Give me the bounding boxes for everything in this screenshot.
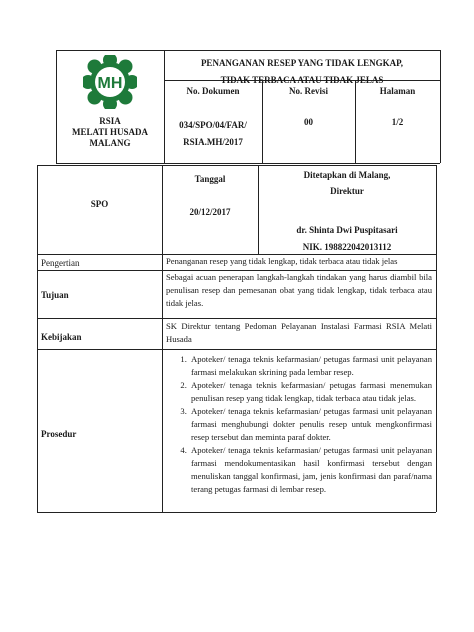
no-revisi-value: 00 <box>304 117 313 127</box>
table-border <box>56 50 57 163</box>
no-dokumen-label: No. Dokumen <box>186 86 240 96</box>
prosedur-step: 2. Apoteker/ tenaga teknis kefarmasian/ petugas farmasi menemukan penulisan resep yang tidak lengkap, tidak terbaca atau tidak jelas. <box>189 379 432 405</box>
no-dokumen-line: RSIA.MH/2017 <box>183 137 243 147</box>
prosedur-step: 3. Apoteker/ tenaga teknis kefarmasian/ petugas farmasi unit pelayanan farmasi menghubungi dokter penulis resep untuk mengkonfirmasi resep tersebut dan meminta paraf dokter. <box>189 405 432 444</box>
tujuan-text: Sebagai acuan penerapan langkah-langkah tindakan yang harus diambil bila penulisan resep dan pemesanan obat yang tidak lengkap, tidak terbaca atau tidak jelas. <box>166 272 432 308</box>
pengertian-label: Pengertian <box>41 258 80 268</box>
org-name <box>60 116 160 149</box>
table-border <box>436 165 437 512</box>
org-line: RSIA <box>99 116 121 126</box>
table-border <box>37 165 38 512</box>
signer-nik: NIK. 198822042013112 <box>302 242 392 252</box>
document-title <box>164 55 440 89</box>
halaman-value: 1/2 <box>391 117 404 127</box>
ditetapkan-text: Ditetapkan di Malang, <box>303 170 391 180</box>
kebijakan-text: SK Direktur tentang Pedoman Pelayanan Instalasi Farmasi RSIA Melati Husada <box>166 321 432 344</box>
title-line: TIDAK TERBACA ATAU TIDAK JELAS <box>220 75 384 85</box>
tanggal-label: Tanggal <box>194 174 226 184</box>
halaman-label: Halaman <box>379 86 416 96</box>
signer-name: dr. Shinta Dwi Puspitasari <box>296 225 398 235</box>
table-border <box>56 50 440 51</box>
org-line: MALANG <box>89 138 131 148</box>
hospital-logo-icon <box>83 55 137 109</box>
org-line: MELATI HUSADA <box>71 127 149 137</box>
pengertian-text: Penanganan resep yang tidak lengkap, tidak terbaca atau tidak jelas <box>166 256 398 266</box>
prosedur-label: Prosedur <box>41 429 77 439</box>
tujuan-label: Tujuan <box>41 290 69 300</box>
direktur-text: Direktur <box>330 186 364 196</box>
prosedur-steps <box>166 353 432 496</box>
title-line: PENANGANAN RESEP YANG TIDAK LENGKAP, <box>200 58 404 68</box>
tanggal-value: 20/12/2017 <box>189 207 231 217</box>
table-border <box>37 318 436 319</box>
table-border <box>37 349 436 350</box>
table-border <box>37 512 436 513</box>
table-border <box>440 50 441 163</box>
no-dokumen-value <box>164 117 262 151</box>
svg-text:MH: MH <box>97 75 123 92</box>
prosedur-step: 4. Apoteker/ tenaga teknis kefarmasian/ petugas farmasi unit pelayanan farmasi mendokumentasikan hasil konfirmasi tersebut dengan menuliskan tanggal konfirmasi, jam, jenis konfirmasi dan paraf/nama terang petugas farmasi di lembar resep. <box>189 444 432 496</box>
spo-label: SPO <box>90 199 109 209</box>
table-border <box>37 165 436 166</box>
no-dokumen-line: 034/SPO/04/FAR/ <box>179 120 247 130</box>
table-border <box>56 163 440 164</box>
kebijakan-label: Kebijakan <box>41 332 82 342</box>
no-revisi-label: No. Revisi <box>289 86 328 96</box>
prosedur-step: 1. Apoteker/ tenaga teknis kefarmasian/ petugas farmasi unit pelayanan farmasi melakukan skrining pada lembar resep. <box>189 353 432 379</box>
